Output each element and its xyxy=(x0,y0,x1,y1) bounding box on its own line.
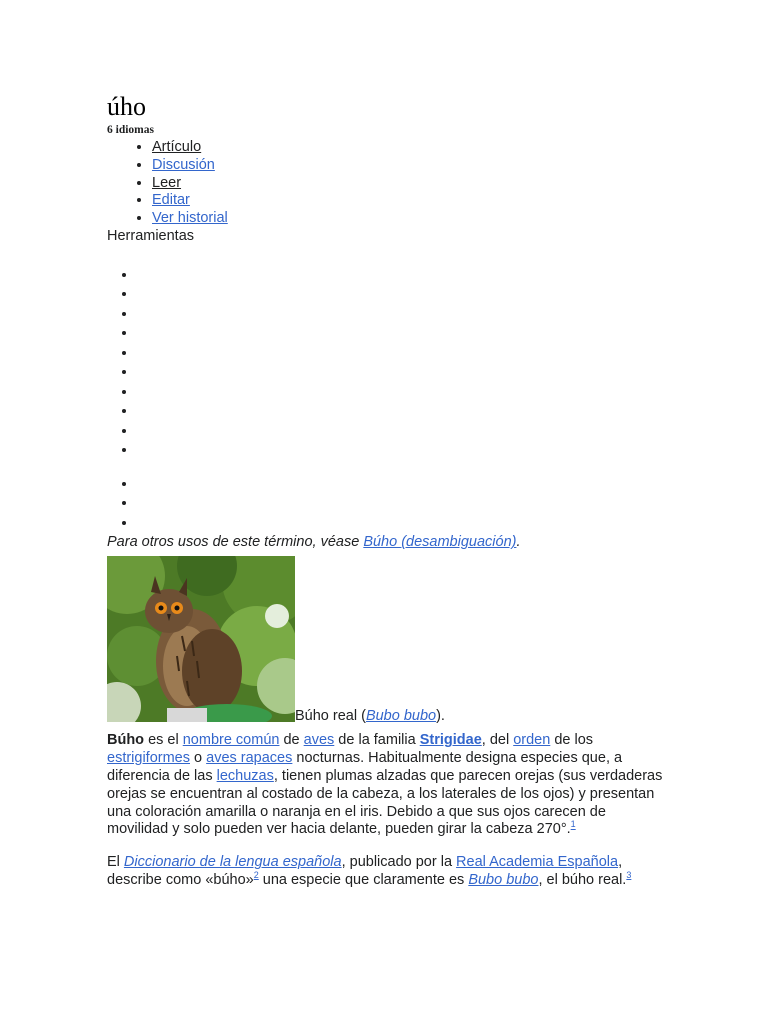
link-strigidae[interactable]: Strigidae xyxy=(419,732,482,749)
tab-edit-link[interactable]: Editar xyxy=(152,192,190,209)
list-item[interactable] xyxy=(137,266,667,286)
tab-edit xyxy=(152,192,667,210)
text-run: , publicado por la xyxy=(341,854,457,871)
tools-list-2 xyxy=(107,475,667,534)
tools-label[interactable]: Herramientas xyxy=(107,227,195,244)
disambiguation-link[interactable]: Búho (desambiguación) xyxy=(363,534,517,551)
list-item[interactable] xyxy=(137,285,667,305)
text-run: , describe como «búho» xyxy=(107,854,623,889)
reference-2[interactable]: 2 xyxy=(253,870,259,881)
link-nombre-comun[interactable]: nombre común xyxy=(182,732,280,749)
tab-history-link[interactable]: Ver historial xyxy=(152,210,228,227)
owl-image[interactable] xyxy=(107,556,295,722)
link-aves-rapaces[interactable]: aves rapaces xyxy=(206,750,293,767)
text-run: El xyxy=(107,854,124,871)
tab-discussion-link[interactable]: Discusión xyxy=(152,156,215,173)
owl-illustration xyxy=(107,556,295,722)
list-item[interactable] xyxy=(137,324,667,344)
link-diccionario[interactable]: Diccionario de la lengua española xyxy=(123,854,342,871)
list-item[interactable] xyxy=(137,514,667,534)
link-orden[interactable]: orden xyxy=(513,732,551,749)
caption-text: Búho real ( xyxy=(295,708,366,725)
figure-caption xyxy=(295,708,445,724)
text-run: , del xyxy=(481,732,514,749)
text-run: es el xyxy=(144,732,183,749)
reference-3[interactable]: 3 xyxy=(626,870,632,881)
hatnote xyxy=(107,533,667,551)
link-aves[interactable]: aves xyxy=(303,732,335,749)
tab-article xyxy=(152,139,667,157)
list-item[interactable] xyxy=(137,305,667,325)
text-run: una especie que claramente es xyxy=(258,872,469,889)
text-run: o xyxy=(190,750,207,767)
text-run: de los xyxy=(550,732,594,749)
link-estrigiformes[interactable]: estrigiformes xyxy=(107,750,190,767)
text-run: de la familia xyxy=(334,732,420,749)
figure xyxy=(107,556,667,725)
hatnote-text: Para otros usos de este término, véase xyxy=(107,534,364,551)
list-item[interactable] xyxy=(137,344,667,364)
tab-read-link[interactable]: Leer xyxy=(152,174,182,191)
caption-species-link[interactable]: Bubo bubo xyxy=(365,708,437,725)
list-item[interactable] xyxy=(137,475,667,495)
list-item[interactable] xyxy=(137,363,667,383)
list-item[interactable] xyxy=(137,494,667,514)
list-item[interactable] xyxy=(137,383,667,403)
page-title: úho xyxy=(107,92,146,121)
tab-history xyxy=(152,210,667,228)
list-item[interactable] xyxy=(137,422,667,442)
tools-list xyxy=(107,266,667,461)
hatnote-suffix: . xyxy=(516,534,521,551)
tab-discussion xyxy=(152,157,667,175)
link-rae[interactable]: Real Academia Española xyxy=(456,854,619,871)
text-run: , tienen plumas alzadas que parecen orejas (sus verdaderas orejas se encuentran al costado de la cabeza, a los laterales de los ojos) y presentan una coloración amarilla o naranja en el iris. Debido a que sus ojos carecen de movilidad y solo pueden ver hacia delante, pueden girar la cabeza 270°. xyxy=(107,768,663,838)
list-item[interactable] xyxy=(137,441,667,461)
article xyxy=(107,92,667,890)
tab-article-link[interactable]: Artículo xyxy=(152,139,202,155)
text-run: de xyxy=(279,732,304,749)
page-tabs xyxy=(107,139,667,228)
link-bubo-bubo[interactable]: Bubo bubo xyxy=(468,872,539,889)
bold-term: Búho xyxy=(107,732,145,749)
paragraph-rae xyxy=(107,854,667,890)
languages-button[interactable]: 6 idiomas xyxy=(107,124,154,136)
reference-1[interactable]: 1 xyxy=(570,819,576,830)
paragraph-intro xyxy=(107,732,667,839)
text-run: , el búho real. xyxy=(538,872,627,889)
text-run: nocturnas. Habitualmente designa especies que, a diferencia de las xyxy=(107,750,623,785)
caption-suffix: ). xyxy=(436,708,445,725)
link-lechuzas[interactable]: lechuzas xyxy=(216,768,274,785)
tab-read xyxy=(152,175,667,193)
list-item[interactable] xyxy=(137,402,667,422)
